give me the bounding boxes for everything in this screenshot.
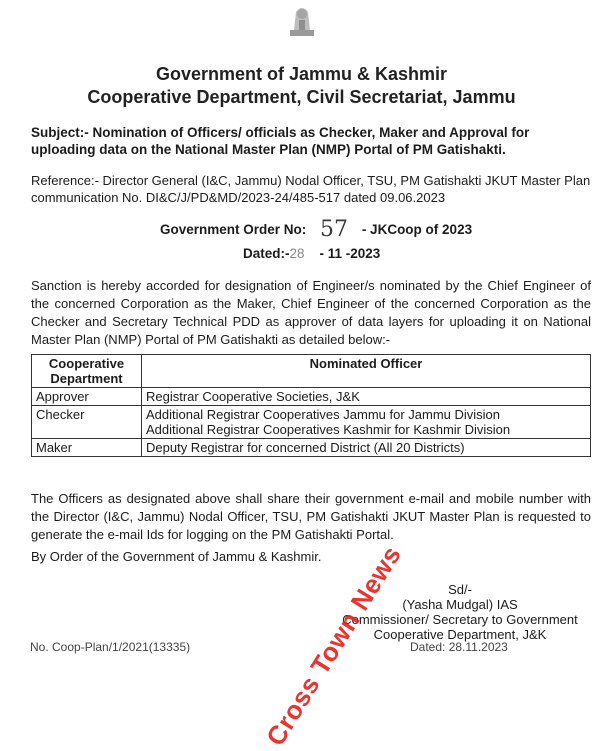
sanction-paragraph: Sanction is hereby accorded for designation of Engineer/s nominated by the Chief Engineer of the concerned Corporation as the Maker, Chief Engineer of the concerned Corporation as the Checker and Secretary Technical PDD as approver of data layers for uploading it on National Master Plan (NMP) Portal of PM Gatishakti as detailed below:-: [31, 278, 591, 347]
header-officer: Nominated Officer: [142, 355, 591, 388]
officer-line: Additional Registrar Cooperatives Kashmir for Kashmir Division: [146, 422, 511, 437]
header-department: Cooperative Department: [32, 355, 142, 388]
role-cell: Checker: [32, 406, 142, 439]
footer-date: Dated: 28.11.2023: [410, 640, 508, 654]
role-cell: Maker: [32, 439, 142, 457]
officer-cell: Registrar Cooperative Societies, J&K: [142, 388, 591, 406]
dated-line: [243, 246, 380, 261]
role-cell: Approver: [32, 388, 142, 406]
order-number: 57: [320, 217, 349, 242]
signature-title: Commissioner/ Secretary to Government: [342, 612, 578, 627]
government-order-line: [160, 217, 472, 242]
officer-cell: Deputy Registrar for concerned District (All 20 Districts): [142, 439, 591, 457]
table-row: [32, 388, 591, 406]
table-header-row: [32, 355, 591, 388]
watermark-text: Cross Town News: [260, 540, 408, 751]
table-row: [32, 439, 591, 457]
officers-share-paragraph: The Officers as designated above shall share their government e-mail and mobile number with the Director (I&C, Jammu) Nodal Officer, TSU, PM Gatishakti JKUT Master Plan is requested to generate the e-mail Ids for logging on the PM Gatishakti Portal.: [31, 491, 591, 542]
by-order-line: By Order of the Government of Jammu & Kashmir.: [31, 549, 322, 564]
signature-name: (Yasha Mudgal) IAS: [402, 597, 518, 612]
officers-table: [31, 354, 591, 457]
heading-department: Cooperative Department, Civil Secretariat, Jammu: [87, 87, 516, 107]
emblem-icon: [282, 0, 322, 38]
officer-line: Additional Registrar Cooperatives Jammu for Jammu Division: [146, 407, 501, 422]
officer-cell: [142, 406, 591, 439]
signature-sd: Sd/-: [448, 582, 472, 597]
order-label: Government Order No:: [160, 222, 307, 237]
subject-text: Subject:- Nomination of Officers/ officials as Checker, Maker and Approval for uploading data on the National Master Plan (NMP) Portal of PM Gatishakti.: [31, 125, 530, 157]
dated-label: Dated:-: [243, 246, 290, 261]
order-suffix: - JKCoop of 2023: [361, 222, 473, 237]
footer-reference-number: No. Coop-Plan/1/2021(13335): [30, 640, 191, 654]
table-row: [32, 406, 591, 439]
signature-dept: Cooperative Department, J&K: [373, 627, 547, 642]
reference-text: Reference:- Director General (I&C, Jammu) Nodal Officer, TSU, PM Gatishakti JKUT Master Plan communication No. DI&C/J/PD&MD/2023-24/485-517 dated 09.06.2023: [31, 173, 591, 205]
dated-rest: - 11 -2023: [319, 246, 381, 261]
dated-day: 28: [289, 246, 305, 261]
heading-government: Government of Jammu & Kashmir: [155, 64, 448, 84]
